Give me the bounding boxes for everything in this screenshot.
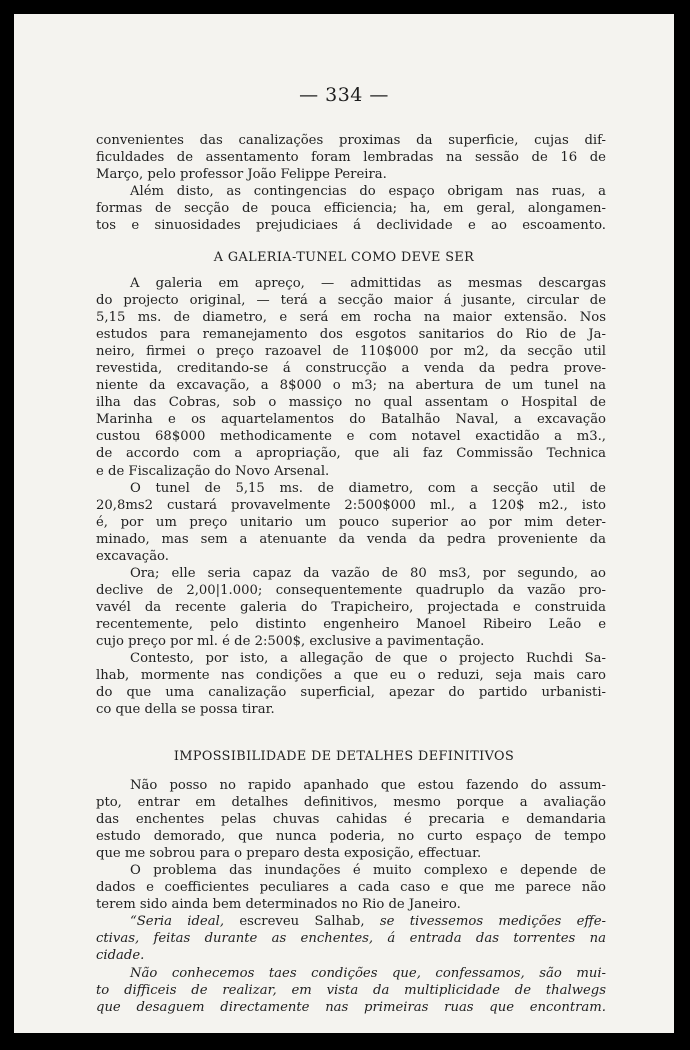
quote-line: [96, 999, 606, 1016]
quote-italic: se tivessemos medições effe-: [379, 914, 606, 930]
text-line: convenientes das canalizações proximas da superficie, cujas dif-: [96, 133, 606, 148]
quote-line: [96, 947, 606, 964]
text-line: 5,15 ms. de diametro, e será em rocha na maior extensão. Nos: [96, 310, 606, 326]
text-line: O tunel de 5,15 ms. de diametro, com a secção util de: [130, 480, 606, 496]
text-line: Além disto, as contingencias do espaço obrigam nas ruas, a: [130, 184, 606, 200]
text-line: custou 68$000 methodicamente e com notavel exactidão a m3.,: [96, 429, 606, 445]
text-line: Ora; elle seria capaz da vazão de 80 ms3, por segundo, ao: [130, 565, 606, 581]
text-line: excavação.: [96, 548, 169, 564]
text-line: 20,8ms2 custará provavelmente 2:500$000 ml., a 120$ m2., isto: [96, 497, 606, 513]
text-line: ilha das Cobras, sob o massiço no qual assentam o Hospital de: [96, 395, 606, 411]
text-line: neiro, firmei o preço razoavel de 110$000 por m2, da secção util: [96, 344, 606, 360]
text-line: cujo preço por ml. é de 2:500$, exclusive a pavimentação.: [96, 633, 485, 649]
text-line: tos e sinuosidades prejudiciaes á declividade e ao escoamento.: [96, 218, 606, 234]
text-line: do projecto original, — terá a secção maior á jusante, circular de: [96, 293, 606, 309]
book-page: [14, 14, 674, 1033]
quote-line: [96, 965, 606, 982]
text-line: lhab, mormente nas condições a que eu o reduzi, seja mais caro: [96, 668, 606, 684]
text-line: e de Fiscalização do Novo Arsenal.: [96, 463, 330, 479]
impossibilidade-section-text: [96, 777, 606, 1016]
text-line: estudos para remanejamento dos esgotos sanitarios do Rio de Ja-: [96, 327, 606, 343]
quote-italic: cidade.: [96, 948, 145, 964]
text-line: de accordo com a apropriação, que ali faz Commissão Technica: [96, 446, 606, 462]
text-line: A galeria em apreço, — admittidas as mesmas descargas: [130, 276, 606, 291]
text-line: Marinha e os aquartelamentos do Batalhão Naval, a excavação: [96, 412, 606, 428]
quote-line: [96, 913, 606, 930]
text-line: minado, mas sem a atenuante da venda da pedra proveniente da: [96, 531, 606, 547]
text-line: que me sobrou para o preparo desta exposição, effectuar.: [96, 846, 482, 862]
quote-line: [96, 930, 606, 947]
text-line: niente da excavação, a 8$000 o m3; na abertura de um tunel na: [96, 378, 606, 394]
text-line: co que della se possa tirar.: [96, 702, 275, 718]
quote-italic: to difficeis de realizar, em vista da multiplicidade de thalwegs: [96, 982, 606, 998]
quote-italic: “Seria ideal,: [130, 914, 225, 930]
text-line: revestida, creditando-se á construcção a venda da pedra prove-: [96, 361, 606, 377]
page-number: — 334 —: [299, 84, 389, 106]
quote-attribution: escreveu Salhab,: [224, 914, 380, 930]
galeria-section-text: [96, 275, 606, 718]
text-line: dados e coefficientes peculiares a cada caso e que me parece não: [96, 880, 606, 896]
text-line: vavél da recente galeria do Trapicheiro, projectada e construida: [96, 599, 606, 615]
opening-paragraphs: [96, 132, 606, 234]
text-line: ficuldades de assentamento foram lembradas na sessão de 16 de: [96, 150, 606, 166]
text-line: declive de 2,00|1.000; consequentemente quadruplo da vazão pro-: [96, 582, 606, 598]
text-line: recentemente, pelo distinto engenheiro Manoel Ribeiro Leão e: [96, 616, 606, 632]
text-line: é, por um preço unitario um pouco superior ao por mim deter-: [96, 514, 606, 530]
text-line: Não posso no rapido apanhado que estou fazendo do assum-: [130, 778, 606, 793]
text-line: do que uma canalização superficial, apezar do partido urbanisti-: [96, 685, 606, 701]
text-line: formas de secção de pouca efficiencia; ha, em geral, alongamen-: [96, 201, 606, 217]
text-line: Contesto, por isto, a allegação de que o projecto Ruchdi Sa-: [130, 651, 606, 667]
quote-italic: que desaguem directamente nas primeiras ruas que encontram.: [96, 999, 606, 1015]
text-line: Março, pelo professor João Felippe Pereira.: [96, 167, 387, 183]
text-line: terem sido ainda bem determinados no Rio de Janeiro.: [96, 897, 461, 913]
section-heading-impossibilidade: IMPOSSIBILIDADE DE DETALHES DEFINITIVOS: [173, 749, 515, 764]
text-line: O problema das inundações é muito complexo e depende de: [130, 863, 606, 879]
text-line: das enchentes pelas chuvas cahidas é precaria e demandaria: [96, 812, 606, 828]
section-heading-galeria-tunel: A GALERIA-TUNEL COMO DEVE SER: [213, 250, 475, 265]
text-line: pto, entrar em detalhes definitivos, mesmo porque a avaliação: [96, 795, 606, 811]
quote-line: [96, 982, 606, 999]
text-line: estudo demorado, que nunca poderia, no curto espaço de tempo: [96, 829, 606, 845]
quote-italic: Não conhecemos taes condições que, confessamos, são mui-: [130, 965, 606, 981]
quote-italic: ctivas, feitas durante as enchentes, á entrada das torrentes na: [96, 931, 606, 947]
